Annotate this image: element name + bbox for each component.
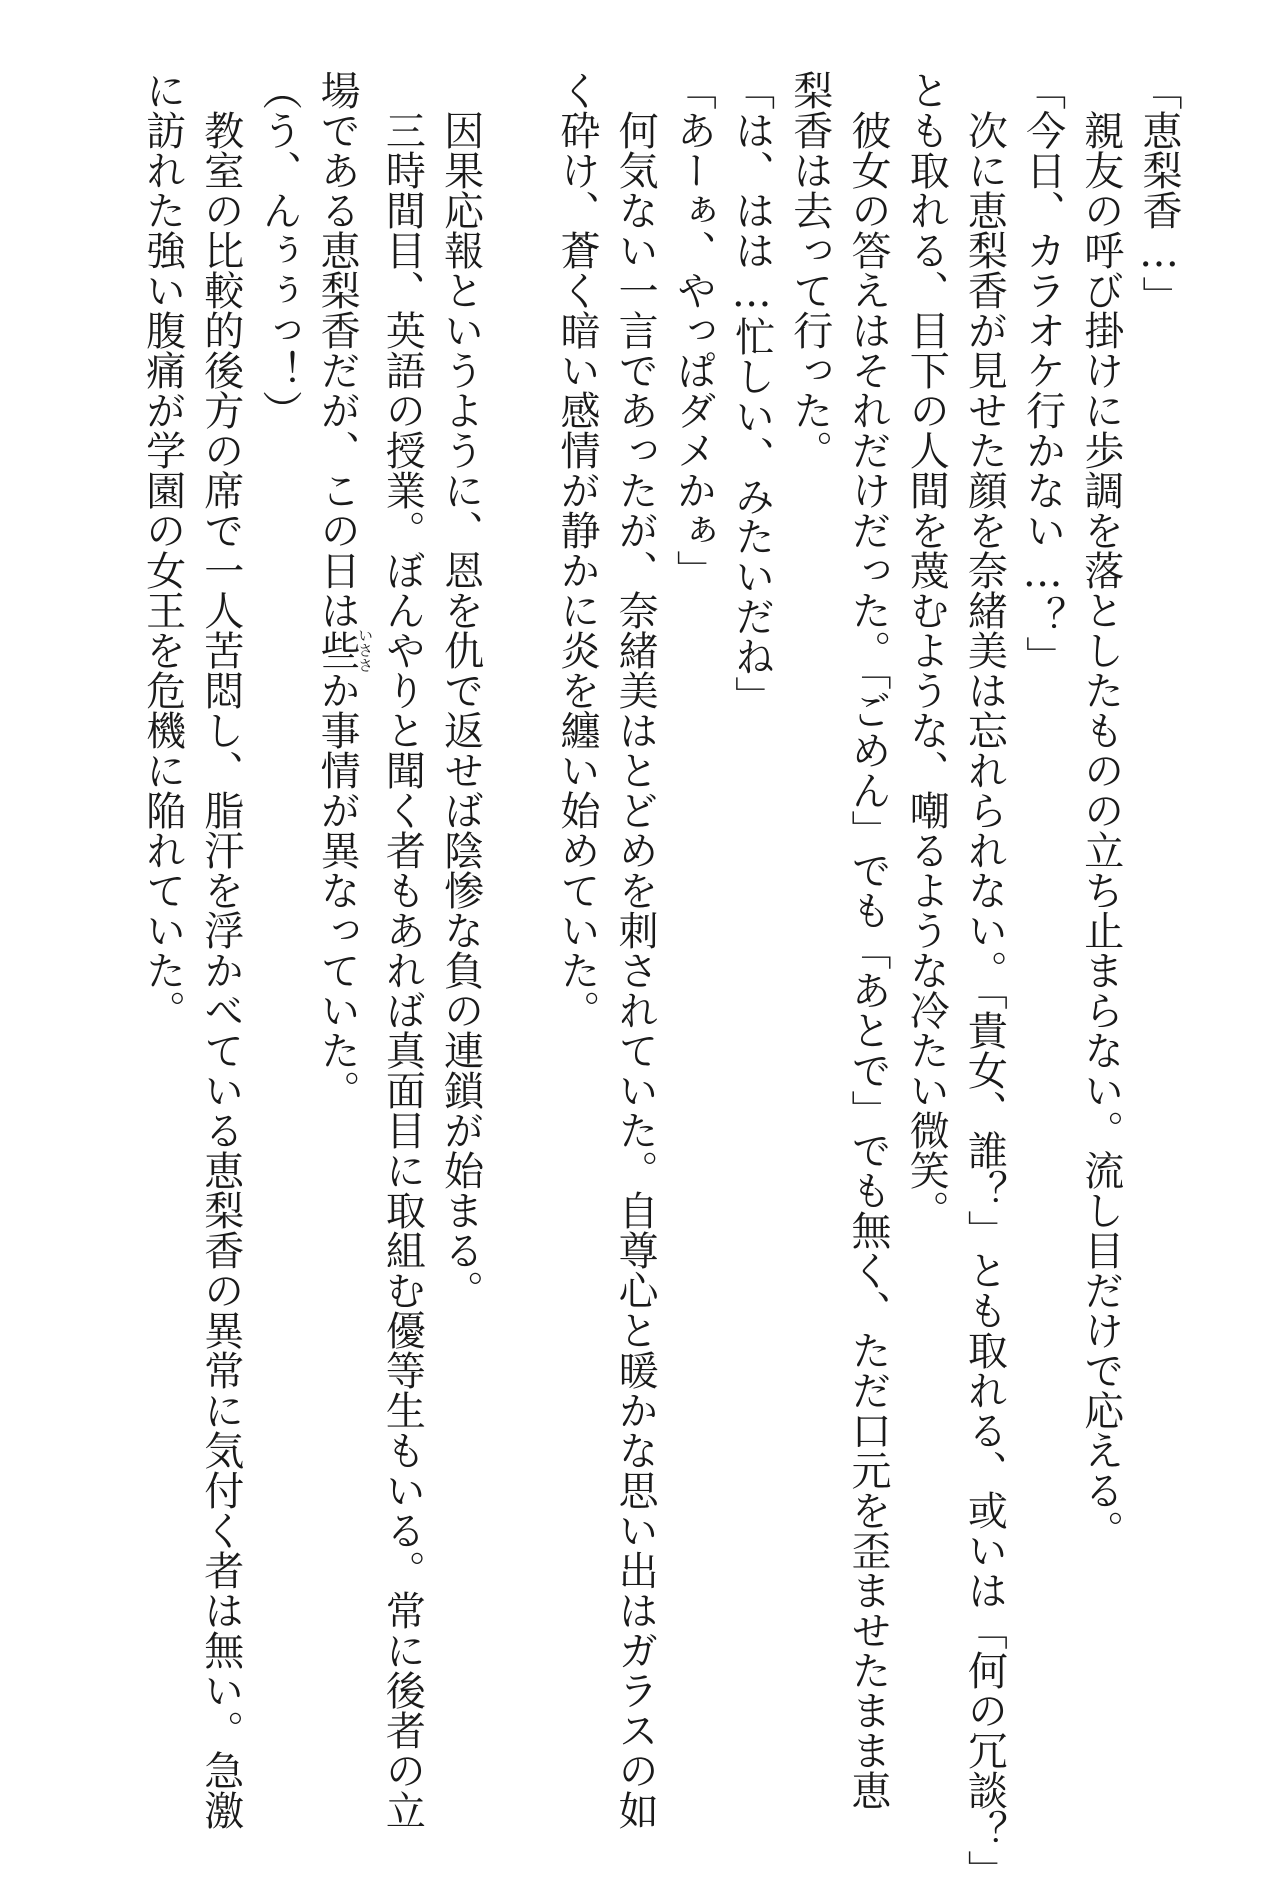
text-line: 「あーぁ、やっぱダメかぁ」 <box>670 70 717 590</box>
ruby-base: 些 <box>314 627 361 673</box>
text-line: 「は、はは…忙しい、みたいだね」 <box>728 70 775 716</box>
text-line: 彼女の答えはそれだけだった。「ごめん」でも「あとで」でも無く、ただ口元を歪ませたまま恵 <box>844 70 891 1810</box>
text-line: く砕け、蒼く暗い感情が静かに炎を纏い始めていた。 <box>553 70 600 1030</box>
text-line-with-ruby <box>308 70 373 1710</box>
text-segment: か事情が異なっていた。 <box>314 670 361 1110</box>
text-segment: 場である恵梨香だが、この日は <box>314 70 361 630</box>
text-line: 因果応報というように、恩を仇で返せば陰惨な負の連鎖が始まる。 <box>437 70 484 1310</box>
vertical-text-body <box>133 70 1188 1890</box>
text-line: （う、んぅぅっ！） <box>255 70 302 430</box>
text-line: 三時間目、英語の授業。ぼんやりと聞く者もあれば真面目に取組む優等生もいる。常に後者の立 <box>379 70 426 1830</box>
ruby-reading: いささ <box>356 627 375 673</box>
text-line: とも取れる、目下の人間を蔑むような、嘲るような冷たい微笑。 <box>903 70 950 1230</box>
text-line: 「恵梨香…」 <box>1136 70 1182 316</box>
text-line: に訪れた強い腹痛が学園の女王を危機に陥れていた。 <box>139 70 186 1030</box>
text-line: 親友の呼び掛けに歩調を落としたものの立ち止まらない。流し目だけで応える。 <box>1077 70 1124 1550</box>
ruby-annotation <box>314 627 375 673</box>
text-line: 梨香は去って行った。 <box>786 70 833 470</box>
text-line: 「今日、カラオケ行かない…？」 <box>1019 70 1066 676</box>
text-line: 教室の比較的後方の席で一人苦悶し、脂汗を浮かべている恵梨香の異常に気付く者は無い。急激 <box>197 70 244 1830</box>
paragraph-gap <box>490 70 548 1710</box>
text-line: 次に恵梨香が見せた顔を奈緒美は忘れられない。「貴女、誰？」とも取れる、或いは「何の冗談？」 <box>961 70 1008 1890</box>
text-line: 何気ない一言であったが、奈緒美はとどめを刺されていた。自尊心と暖かな思い出はガラスの如 <box>612 70 659 1830</box>
